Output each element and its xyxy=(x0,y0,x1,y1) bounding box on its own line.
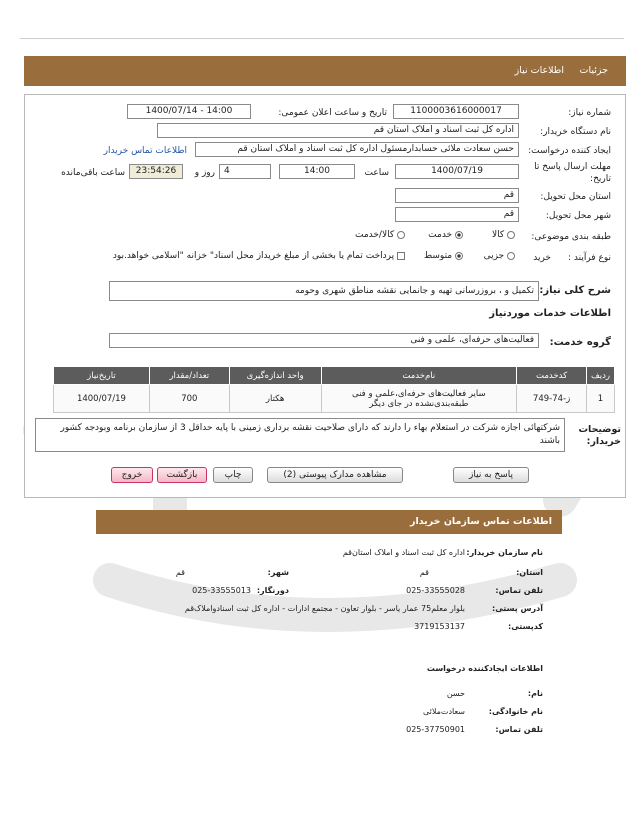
exit-button[interactable]: خروج xyxy=(111,467,153,483)
services-table xyxy=(53,366,615,413)
remaining-time-label: ساعت باقی‌مانده xyxy=(61,168,125,178)
service-group-field: فعالیت‌های حرفه‌ای، علمی و فنی xyxy=(109,333,539,348)
contact-province-label: استان: xyxy=(516,568,543,577)
contact-city-value: قم xyxy=(175,568,185,577)
summary-label: شرح کلی نیاز: xyxy=(539,285,611,296)
deadline-time-field: 14:00 xyxy=(279,164,355,179)
cell-unit: هکتار xyxy=(229,385,321,413)
city-label: شهر محل تحویل: xyxy=(545,211,611,221)
cell-row: 1 xyxy=(587,385,615,413)
days-field: 4 xyxy=(219,164,271,179)
buyer-org-label: نام دستگاه خریدار: xyxy=(540,127,611,137)
cell-code: ز-74-749 xyxy=(517,385,587,413)
process-medium-option[interactable] xyxy=(424,251,463,261)
creator-label: ایجاد کننده درخواست: xyxy=(528,146,611,156)
contact-phone-value: 025-33555028 xyxy=(406,586,465,595)
process-buy-label: خرید xyxy=(533,253,551,263)
contact-postal-label: کدپستی: xyxy=(508,622,543,631)
cell-qty: 700 xyxy=(149,385,229,413)
radio-selected-icon[interactable] xyxy=(455,252,463,260)
process-label: نوع فرآیند : xyxy=(568,253,611,263)
attachments-button[interactable]: مشاهده مدارک پیوستی (2) xyxy=(267,467,403,483)
requester-title: اطلاعات ایجادکننده درخواست xyxy=(426,664,543,673)
requester-family-label: نام خانوادگی: xyxy=(488,707,543,716)
requester-phone-label: تلفن تماس: xyxy=(495,725,543,734)
deadline-time-label: ساعت xyxy=(364,168,389,178)
contact-address-value: بلوار معلم75 عمار یاسر - بلوار تعاون - مجتمع ادارات - اداره کل ثبت اسنادواملاک‌قم xyxy=(184,604,465,613)
services-title: اطلاعات خدمات موردنیاز xyxy=(489,308,611,319)
need-number-label: شماره نیاز: xyxy=(568,108,611,118)
service-group-label: گروه خدمت: xyxy=(549,337,611,348)
city-field: قم xyxy=(395,207,519,222)
tab-details[interactable]: جزئیات xyxy=(579,65,608,76)
contact-fax-value: 025-33555013 xyxy=(192,586,251,595)
category-goods-label: کالا xyxy=(491,230,505,240)
col-name-header: نام‌خدمت xyxy=(321,367,517,385)
province-field: قم xyxy=(395,188,519,203)
back-button[interactable]: بازگشت xyxy=(157,467,207,483)
days-label: روز و xyxy=(194,168,215,178)
category-goods-option[interactable] xyxy=(492,230,515,240)
category-label: طبقه بندی موضوعی: xyxy=(531,232,611,242)
category-service-label: خدمت xyxy=(428,230,453,240)
process-medium-label: متوسط xyxy=(423,251,453,261)
category-service-option[interactable] xyxy=(428,230,463,240)
contact-phone-label: تلفن تماس: xyxy=(495,586,543,595)
requester-phone-value: 025-37750901 xyxy=(406,725,465,734)
col-qty-header: تعداد/مقدار xyxy=(149,367,229,385)
page-header-bar xyxy=(24,56,626,86)
radio-icon[interactable] xyxy=(397,231,405,239)
summary-field: تکمیل و ، بروزرسانی تهیه و جانمایی نقشه مناطق شهری وحومه xyxy=(109,281,539,301)
top-divider xyxy=(20,38,624,39)
deadline-label: مهلت ارسال پاسخ تا تاریخ: xyxy=(534,162,611,184)
category-goods-service-option[interactable] xyxy=(355,230,405,240)
reply-button[interactable]: پاسخ به نیاز xyxy=(453,467,529,483)
requester-family-value: سعادت‌ملائی xyxy=(422,707,465,716)
remaining-time-field: 23:54:26 xyxy=(129,164,183,179)
buyer-note-label: توضیحات خریدار: xyxy=(578,424,621,447)
tab-need-info[interactable]: اطلاعات نیاز xyxy=(514,65,564,76)
contact-org-value: اداره کل ثبت اسناد و املاک استان‌قم xyxy=(342,548,465,557)
buyer-note-field: شرکتهائی اجازه شرکت در استعلام بهاء را دارند که دارای صلاحیت نقشه برداری زمینی با پایه حداقل 3 از سازمان برنامه وبودجه کشور باشند xyxy=(35,418,565,452)
process-minor-label: جزیی xyxy=(483,251,505,261)
contact-section-header xyxy=(96,510,562,534)
announce-date-label: تاریخ و ساعت اعلان عمومی: xyxy=(278,108,387,118)
checkbox-icon[interactable] xyxy=(397,252,405,260)
payment-option[interactable] xyxy=(113,251,405,261)
payment-note: پرداخت تمام یا بخشی از مبلغ خریداز محل اسناد" خزانه "اسلامی خواهد.بود xyxy=(112,251,395,261)
province-label: استان محل تحویل: xyxy=(540,192,611,202)
col-row-header: ردیف xyxy=(587,367,615,385)
creator-field: حسن سعادت ملائی حسابدارمسئول اداره کل ثبت اسناد و املاک استان قم xyxy=(195,142,519,157)
print-button[interactable]: چاپ xyxy=(213,467,253,483)
col-date-header: تاریخ‌نیاز xyxy=(54,367,150,385)
process-minor-option[interactable] xyxy=(484,251,515,261)
cell-date: 1400/07/19 xyxy=(54,385,150,413)
col-code-header: کدخدمت xyxy=(517,367,587,385)
requester-name-label: نام: xyxy=(527,689,543,698)
radio-selected-icon[interactable] xyxy=(455,231,463,239)
contact-postal-value: 3719153137 xyxy=(414,622,465,631)
contact-address-label: آدرس پستی: xyxy=(492,604,543,613)
table-header-row xyxy=(54,367,615,385)
requester-name-value: حسن xyxy=(446,689,465,698)
need-number-field: 1100003616000017 xyxy=(393,104,519,119)
contact-province-value: قم xyxy=(419,568,429,577)
buyer-contact-link[interactable]: اطلاعات تماس خریدار xyxy=(103,146,187,156)
deadline-date-field: 1400/07/19 xyxy=(395,164,519,179)
cell-name: سایر فعالیت‌های حرفه‌ای،علمی و فنی طبقه‌بندی‌نشده در جای دیگر xyxy=(321,385,517,413)
radio-icon[interactable] xyxy=(507,252,515,260)
buyer-org-field: اداره کل ثبت اسناد و املاک استان قم xyxy=(157,123,519,138)
table-row xyxy=(54,385,615,413)
contact-city-label: شهر: xyxy=(267,568,289,577)
announce-date-field: 1400/07/14 - 14:00 xyxy=(127,104,251,119)
category-goods-service-label: کالا/خدمت xyxy=(354,230,395,240)
contact-org-label: نام سازمان خریدار: xyxy=(466,548,543,557)
contact-fax-label: دورنگار: xyxy=(256,586,289,595)
radio-icon[interactable] xyxy=(507,231,515,239)
contact-title: اطلاعات تماس سازمان خریدار xyxy=(409,516,552,527)
col-unit-header: واحد اندازه‌گیری xyxy=(229,367,321,385)
